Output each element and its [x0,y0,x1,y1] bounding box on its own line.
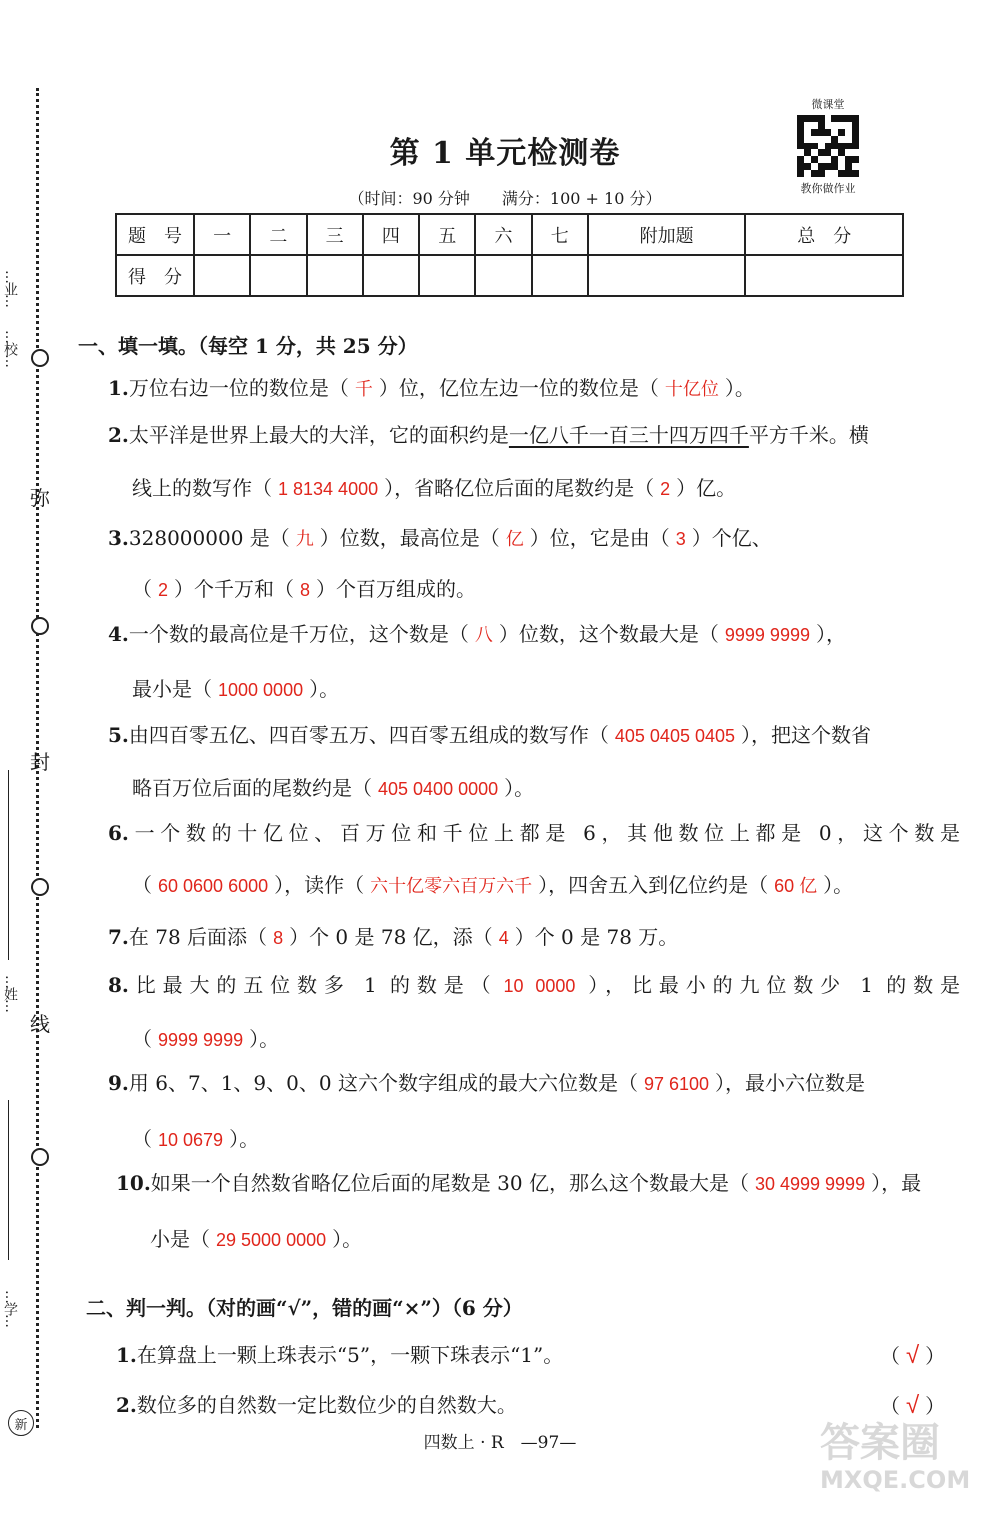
question-5 [108,710,960,762]
judge-answer-1: （ √ ） [880,1342,946,1369]
score-cell[interactable] [745,255,903,296]
score-cell[interactable] [194,255,250,296]
question-text: 线上的数写作（ [132,476,272,500]
margin-label: …业… [2,270,18,306]
question-text: 一个数的十亿位、百万位和千位上都是 6，其他数位上都是 0，这个数是 [128,821,960,845]
score-cell[interactable] [419,255,475,296]
qr-code-icon [797,115,859,177]
question-number: 2. [108,423,129,447]
page-title: 第 1 单元检测卷 [389,136,621,171]
margin-char-xian: 线 [30,1012,50,1036]
question-text: 用 6、7、1、9、0、0 这六个数字组成的最大六位数是（ [128,1071,638,1095]
qr-block [788,96,868,196]
margin-label: …校… [2,330,18,366]
question-text: ），省略亿位后面的尾数约是（ [384,476,655,500]
answer: 30 4999 9999 [754,1174,866,1194]
question-text: 在算盘上一颗上珠表示“5”，一颗下珠表示“1”。 [136,1343,564,1367]
question-text: ）个亿、 [691,526,772,550]
binding-hole-icon [31,349,49,367]
question-number: 4. [108,622,129,646]
question-text: ），比最小的九位数少 1 的数是 [581,973,960,997]
answer: 4 [498,928,509,948]
score-header-cell: 附加题 [588,214,746,255]
question-text: 略百万位后面的尾数约是（ [132,776,372,800]
check-mark-icon: √ [906,1392,920,1419]
question-text: ）位，它是由（ [529,526,670,550]
question-text: ），四舍五入到亿位约是（ [538,873,769,897]
margin-char-mi: 弥 [30,486,50,510]
question-text: ）个 0 是 78 亿，添（ [289,925,493,949]
margin-label: …姓… [2,975,18,1011]
question-number: 5. [108,723,129,747]
margin-write-line [8,1100,9,1260]
section-2-title: 二、判一判。（对的画“√”，错的画“×”）（6 分） [86,1296,523,1320]
question-4-line-2 [132,664,339,716]
question-2 [108,410,960,461]
score-header-cell: 二 [250,214,306,255]
answer: 2 [660,479,671,499]
question-number: 9. [108,1071,129,1095]
answer: 十亿位 [664,379,719,400]
score-header-cell: 六 [475,214,531,255]
score-table-score-row [116,255,903,296]
underlined-text: 一亿八千一百三十四万四千 [508,423,749,447]
question-text: （ [132,1027,152,1051]
question-text: ）位数，这个数最大是（ [498,622,719,646]
question-text: ）。 [332,1227,363,1251]
score-header-cell: 四 [363,214,419,255]
answer: 3 [675,529,686,549]
question-text: 如果一个自然数省略亿位后面的尾数是 30 亿，那么这个数最大是（ [150,1171,749,1195]
question-10-line-2 [150,1214,362,1266]
score-header-cell: 题 号 [116,214,194,255]
answer: 2 [158,580,169,600]
score-cell[interactable] [250,255,306,296]
watermark-text: 答案圈 [820,1420,940,1466]
question-text: 328000000 是（ [128,526,290,550]
answer: 10 0000 [503,976,576,996]
judge-answer-2: （ √ ） [880,1392,946,1419]
question-text: ），把这个数省 [741,723,872,747]
qr-top-label: 微课堂 [811,98,845,111]
answer: 9999 9999 [724,625,810,645]
answer: 405 0400 0000 [378,779,499,799]
answer: 1 8134 4000 [278,479,379,499]
question-number: 7. [108,925,129,949]
question-text: ）个百万组成的。 [316,577,477,601]
question-text: ）。 [249,1027,280,1051]
question-10 [116,1158,962,1210]
judge-question-1 [116,1330,968,1381]
answer: 405 0405 0405 [614,726,736,746]
question-1 [108,363,960,415]
question-9 [108,1058,960,1110]
answer: 六十亿零六百万六千 [370,876,533,897]
binding-hole-icon [31,617,49,635]
score-header-cell: 一 [194,214,250,255]
score-header-cell: 总 分 [745,214,903,255]
margin-write-line [8,770,9,960]
question-text: ），读作（ [274,873,365,897]
question-8 [108,960,960,1012]
question-number: 3. [108,526,129,550]
score-table-header-row [116,214,903,255]
answer: 9999 9999 [158,1030,244,1050]
answer: 九 [295,529,314,550]
qr-bottom-label: 教你做作业 [800,182,856,195]
question-number: 8. [108,973,129,997]
question-text: 一个数的最高位是千万位，这个数是（ [128,622,469,646]
question-text: 数位多的自然数一定比数位少的自然数大。 [136,1393,517,1417]
question-number: 10. [116,1171,151,1195]
question-6-line-2 [132,860,853,912]
question-text: ）亿。 [676,476,737,500]
score-cell[interactable] [588,255,746,296]
question-6 [108,808,960,859]
answer: 八 [474,625,493,646]
question-text: ）。 [309,677,340,701]
watermark-logo [820,1420,1000,1514]
score-row-label: 得 分 [116,255,194,296]
binding-hole-icon [31,878,49,896]
answer: 10 0679 [158,1130,224,1150]
score-header-cell: 五 [419,214,475,255]
score-cell[interactable] [532,255,588,296]
section-1-title: 一、填一填。（每空 1 分，共 25 分） [78,334,418,358]
score-table [115,213,904,297]
question-text: 万位右边一位的数位是（ [128,376,349,400]
question-text: ）个 0 是 78 万。 [514,925,679,949]
answer: 97 6100 [643,1074,710,1094]
answer: 60 0600 6000 [158,876,269,896]
score-header-cell: 三 [307,214,363,255]
question-text: ）位，亿位左边一位的数位是（ [378,376,659,400]
question-text: ），最 [871,1171,922,1195]
question-text: （ [132,1127,152,1151]
question-text: ）。 [229,1127,260,1151]
check-mark-icon: √ [906,1342,920,1369]
answer: 8 [273,928,284,948]
question-text: ）， [815,622,846,646]
question-text: 由四百零五亿、四百零五万、四百零五组成的数写作（ [128,723,609,747]
margin-label: …学… [2,1290,18,1326]
question-text: （ [132,577,152,601]
question-text: ）。 [504,776,535,800]
question-3 [108,513,960,565]
question-number: 6. [108,821,129,845]
question-text: ），最小六位数是 [715,1071,866,1095]
question-text: （ [132,873,152,897]
question-4 [108,609,960,661]
answer: 1000 0000 [218,680,304,700]
exam-info: （时间：90 分钟 满分：100 + 10 分） [348,189,662,208]
margin-char-feng: 封 [30,750,50,774]
question-2-line-2 [132,463,736,515]
page-footer: 四数上 · R —97— [423,1433,577,1453]
question-7 [108,912,960,964]
score-cell[interactable] [475,255,531,296]
question-text: ）位数，最高位是（ [319,526,500,550]
question-text: 小是（ [150,1227,210,1251]
question-text: ）。 [823,873,854,897]
answer: 29 5000 0000 [216,1230,327,1250]
answer: 8 [300,580,311,600]
answer: 亿 [505,529,524,550]
answer: 千 [354,379,373,400]
watermark-url: MXQE.COM [820,1466,971,1494]
question-number: 1. [116,1343,137,1367]
question-number: 1. [108,376,129,400]
new-badge-icon: 新 [8,1410,34,1436]
question-text: ）个千万和（ [174,577,295,601]
question-text: 平方千米。横 [748,423,869,447]
score-cell[interactable] [363,255,419,296]
question-text: 在 78 后面添（ [128,925,268,949]
question-text: 太平洋是世界上最大的大洋，它的面积约是 [128,423,509,447]
score-header-cell: 七 [532,214,588,255]
question-text: 最小是（ [132,677,212,701]
binding-hole-icon [31,1148,49,1166]
question-text: 比最大的五位数多 1 的数是（ [128,973,498,997]
answer: 60 亿 [774,876,818,896]
score-cell[interactable] [307,255,363,296]
question-text: ）。 [724,376,755,400]
question-number: 2. [116,1393,137,1417]
